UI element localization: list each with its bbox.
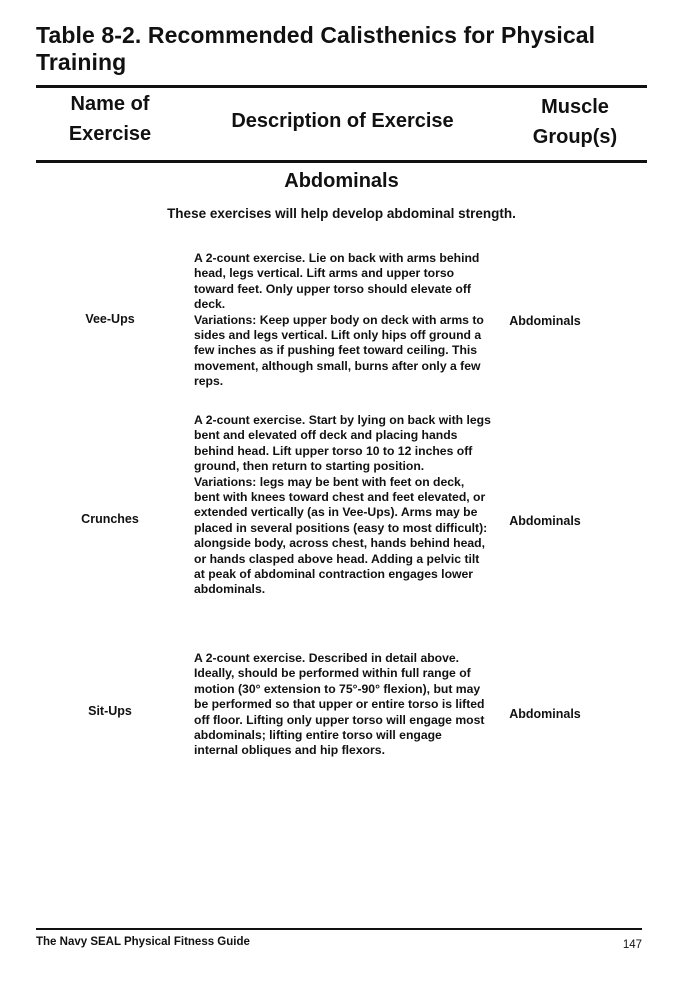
row-crunches-desc-text: A 2-count exercise. Start by lying on back with legs bent and elevated off deck and placing hands behind head. Lift upper torso 10 to 12 inches off ground, then return to starting position. [194,413,491,474]
row-crunches-variations: Variations: legs may be bent with feet on deck, bent with knees toward chest and feet elevated, or extended vertically (as in Vee-Ups). Arms may be placed in several positions (easy to most difficult): alongside body, across chest, hands behind head, or hands clasped above head. Adding a pelvic tilt at peak of abdominal contraction engages lower abdominals. [194,474,488,597]
row-vee-ups-desc-text: A 2-count exercise. Lie on back with arms behind head, legs vertical. Lift arms and upper torso toward feet. Only upper torso should elevate off deck. [194,251,480,312]
page-number: 147 [622,939,642,951]
header-muscle-line2: Group(s) [532,126,618,148]
row-sit-ups-desc-text: A 2-count exercise. Described in detail above. Ideally, should be performed within full range of motion (30° extension to 75°-90° flexion), but may be performed so that upper or entire torso is lifted off floor. Lifting only upper torso will engage most abdominals; lifting entire torso will engage internal obliques and hip flexors. [194,651,485,758]
footer-rule [36,928,642,930]
row-vee-ups-name: Vee-Ups [85,312,135,326]
header-rule [36,160,647,163]
header-name-of-exercise [40,89,180,149]
header-muscle-line1: Muscle [541,96,609,118]
header-description: Description of Exercise [231,110,454,132]
header-name-line1: Name of [70,93,150,115]
table-title-line2: Training [36,49,127,75]
row-vee-ups-variations: Variations: Keep upper body on deck with arms to sides and legs vertical. Lift only hips off ground a few inches as if pushing feet toward ceiling. This movement, although small, burns after only a few reps. [194,312,484,389]
table-title-line1: Table 8-2. Recommended Calisthenics for Physical [36,22,596,48]
footer-book-title: The Navy SEAL Physical Fitness Guide [36,936,250,948]
row-vee-ups-description [194,251,484,390]
table-title [36,22,636,76]
row-vee-ups-muscle: Abdominals [509,314,581,328]
header-muscle-groups [505,92,645,152]
row-crunches-name: Crunches [81,512,139,526]
row-sit-ups-muscle: Abdominals [509,707,581,721]
section-title: Abdominals [284,170,399,192]
row-sit-ups-description [194,651,486,759]
section-subtitle: These exercises will help develop abdominal strength. [167,206,516,221]
row-crunches-description [194,413,492,598]
top-rule [36,85,647,88]
header-name-line2: Exercise [68,123,152,145]
row-crunches-muscle: Abdominals [509,514,581,528]
row-sit-ups-name: Sit-Ups [88,704,132,718]
